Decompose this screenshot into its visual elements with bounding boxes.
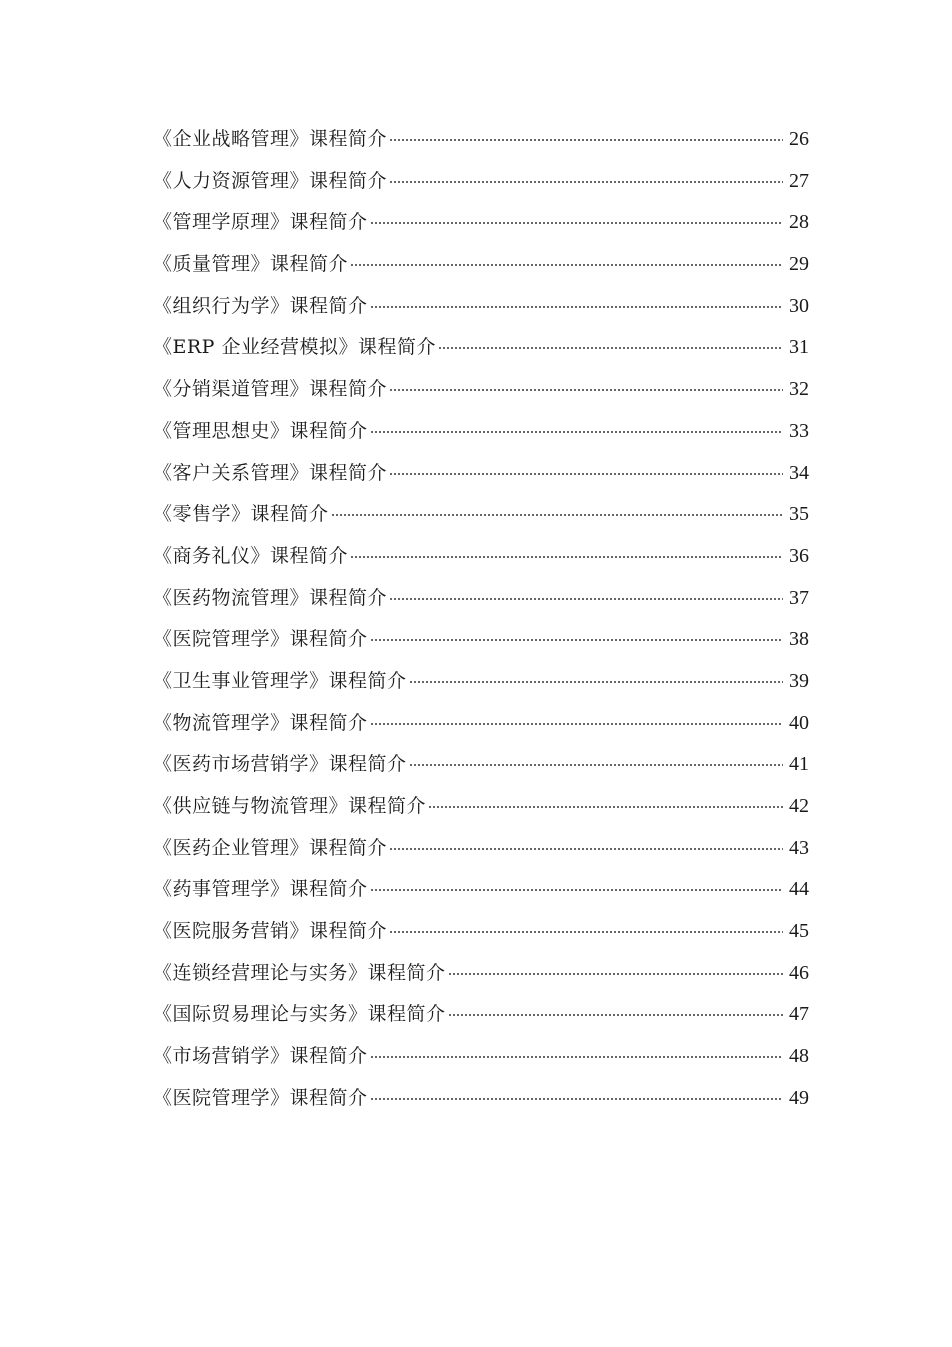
toc-entry[interactable] [153,327,809,369]
toc-entry-page-number: 40 [789,711,809,734]
toc-entry-page-number: 32 [789,378,809,401]
toc-entry[interactable] [153,744,809,786]
dot-leader [370,306,783,308]
dot-leader [389,848,783,850]
toc-entry-page-number: 48 [789,1045,809,1068]
toc-entry[interactable] [153,578,809,620]
toc-entry-title: 《医药企业管理》课程简介 [153,836,388,859]
toc-entry-page-number: 37 [789,586,809,609]
toc-entry[interactable] [153,911,809,953]
toc-entry-title: 《分销渠道管理》课程简介 [153,378,388,401]
toc-entry-page-number: 30 [789,294,809,317]
dot-leader [389,931,783,933]
toc-entry[interactable] [153,453,809,495]
toc-entry[interactable] [153,828,809,870]
dot-leader [370,889,783,891]
toc-entry-title: 《组织行为学》课程简介 [153,294,368,317]
toc-entry-title: 《卫生事业管理学》课程简介 [153,669,407,692]
toc-entry-title: 《医院管理学》课程简介 [153,1086,368,1109]
toc-entry-title: 《国际贸易理论与实务》课程简介 [153,1003,446,1026]
toc-entry-title: 《商务礼仪》课程简介 [153,544,349,567]
toc-entry-page-number: 28 [789,211,809,234]
toc-entry[interactable] [153,369,809,411]
toc-entry-page-number: 34 [789,461,809,484]
toc-entry-title: 《零售学》课程简介 [153,503,329,526]
toc-entry-page-number: 49 [789,1086,809,1109]
dot-leader [370,639,783,641]
toc-entry-page-number: 45 [789,920,809,943]
dot-leader [331,514,783,516]
toc-entry-title: 《客户关系管理》课程简介 [153,461,388,484]
toc-entry[interactable] [153,161,809,203]
toc-entry-page-number: 41 [789,753,809,776]
toc-entry-title: 《质量管理》课程简介 [153,253,349,276]
toc-entry-page-number: 47 [789,1003,809,1026]
toc-entry-page-number: 44 [789,878,809,901]
dot-leader [370,222,783,224]
dot-leader [389,181,783,183]
toc-entry[interactable] [153,661,809,703]
toc-entry[interactable] [153,953,809,995]
toc-entry[interactable] [153,619,809,661]
toc-entry-page-number: 39 [789,669,809,692]
toc-entry[interactable] [153,786,809,828]
toc-entry[interactable] [153,286,809,328]
toc-entry[interactable] [153,703,809,745]
dot-leader [370,723,783,725]
toc-entry-title: 《物流管理学》课程简介 [153,711,368,734]
toc-entry-title: 《医药物流管理》课程简介 [153,586,388,609]
toc-entry-page-number: 31 [789,336,809,359]
toc-entry[interactable] [153,244,809,286]
dot-leader [350,556,783,558]
toc-entry[interactable] [153,202,809,244]
dot-leader [448,1014,783,1016]
toc-entry-title: 《医院管理学》课程简介 [153,628,368,651]
toc-entry-page-number: 27 [789,169,809,192]
toc-entry-title: 《企业战略管理》课程简介 [153,128,388,150]
dot-leader [389,473,783,475]
dot-leader [448,973,783,975]
toc-entry-title: 《管理学原理》课程简介 [153,211,368,234]
dot-leader [370,1098,783,1100]
dot-leader [350,264,783,266]
toc-entry-title: 《市场营销学》课程简介 [153,1045,368,1068]
toc-entry-page-number: 35 [789,503,809,526]
toc-entry[interactable] [153,536,809,578]
dot-leader [389,598,783,600]
toc-entry-title: 《连锁经营理论与实务》课程简介 [153,961,446,984]
toc-entry-title: 《药事管理学》课程简介 [153,878,368,901]
toc-entry-page-number: 38 [789,628,809,651]
toc-entry-title: 《ERP 企业经营模拟》课程简介 [153,336,436,359]
toc-entry-page-number: 46 [789,961,809,984]
toc-entry[interactable] [153,994,809,1036]
dot-leader [389,389,783,391]
toc-entry-title: 《管理思想史》课程简介 [153,419,368,442]
toc-entry[interactable] [153,411,809,453]
toc-entry-page-number: 33 [789,419,809,442]
toc-entry[interactable] [153,494,809,536]
toc-entry-page-number: 36 [789,544,809,567]
toc-entry-title: 《供应链与物流管理》课程简介 [153,795,427,817]
toc-entry-title: 《医药市场营销学》课程简介 [153,753,407,776]
toc-entry-page-number: 26 [789,128,809,150]
dot-leader [409,681,783,683]
dot-leader [438,347,783,349]
dot-leader [409,764,783,766]
table-of-contents [153,119,809,1120]
toc-entry-page-number: 29 [789,253,809,276]
dot-leader [389,139,783,141]
toc-entry-title: 《人力资源管理》课程简介 [153,169,388,192]
toc-entry[interactable] [153,1078,809,1120]
dot-leader [370,431,783,433]
toc-entry-page-number: 42 [789,795,809,817]
toc-entry-page-number: 43 [789,836,809,859]
toc-entry[interactable] [153,119,809,161]
toc-entry-title: 《医院服务营销》课程简介 [153,920,388,943]
dot-leader [428,806,783,808]
dot-leader [370,1056,783,1058]
toc-entry[interactable] [153,1036,809,1078]
toc-entry[interactable] [153,869,809,911]
